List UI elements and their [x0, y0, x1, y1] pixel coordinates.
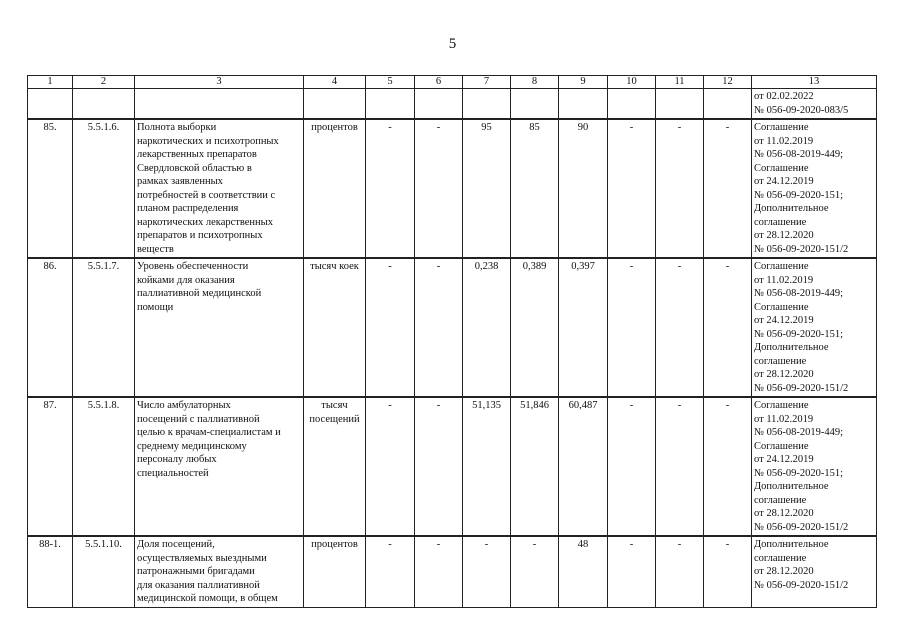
value-col10: - [608, 258, 656, 397]
row-number: 87. [28, 397, 73, 536]
value-col9: 0,397 [559, 258, 608, 397]
value-col7: 95 [463, 119, 511, 258]
value-col5: - [366, 119, 415, 258]
value-col6: - [415, 258, 463, 397]
table-row [28, 397, 877, 536]
header-cell: 7 [463, 76, 511, 89]
agreement-cell: Соглашение от 11.02.2019 № 056-08-2019-449; Соглашение от 24.12.2019 № 056-09-2020-151; Дополнительное соглашение от 28.12.2020 № 056-09-2020-151/2 [752, 119, 877, 258]
header-cell: 8 [511, 76, 559, 89]
header-row [28, 76, 877, 89]
value-col7: - [463, 536, 511, 607]
value-col6: - [415, 119, 463, 258]
indicator-name: Доля посещений, осуществляемых выездными патронажными бригадами для оказания паллиативной медицинской помощи, в общем [135, 536, 304, 607]
header-cell: 11 [656, 76, 704, 89]
agreement-cell: от 02.02.2022 № 056-09-2020-083/5 [752, 89, 877, 120]
table-row [28, 119, 877, 258]
indicator-name: Число амбулаторных посещений с паллиативной целью к врачам-специалистам и среднему медицинскому персоналу любых специальностей [135, 397, 304, 536]
indicator-name: Полнота выборки наркотических и психотропных лекарственных препаратов Свердловской областью в рамках заявленных потребностей в соответствии с планом распределения наркотических лекарственных препаратов и психотропных веществ [135, 119, 304, 258]
value-col10: - [608, 536, 656, 607]
value-col9: 60,487 [559, 397, 608, 536]
value-col10: - [608, 119, 656, 258]
value-col6: - [415, 397, 463, 536]
row-number: 86. [28, 258, 73, 397]
header-cell: 3 [135, 76, 304, 89]
header-cell: 1 [28, 76, 73, 89]
agreement-cell: Дополнительное соглашение от 28.12.2020 № 056-09-2020-151/2 [752, 536, 877, 607]
value-col12: - [704, 258, 752, 397]
value-col6: - [415, 536, 463, 607]
header-cell: 9 [559, 76, 608, 89]
indicator-name: Уровень обеспеченности койками для оказания паллиативной медицинской помощи [135, 258, 304, 397]
value-col11: - [656, 536, 704, 607]
row-number: 88-1. [28, 536, 73, 607]
header-cell: 13 [752, 76, 877, 89]
unit-of-measure: процентов [304, 536, 366, 607]
value-col5: - [366, 536, 415, 607]
indicator-code: 5.5.1.7. [73, 258, 135, 397]
value-col5: - [366, 397, 415, 536]
indicators-table [27, 75, 877, 608]
agreement-cell: Соглашение от 11.02.2019 № 056-08-2019-449; Соглашение от 24.12.2019 № 056-09-2020-151; Дополнительное соглашение от 28.12.2020 № 056-09-2020-151/2 [752, 258, 877, 397]
value-col8: 85 [511, 119, 559, 258]
page-number: 5 [448, 36, 457, 52]
value-col11: - [656, 397, 704, 536]
unit-of-measure: процентов [304, 119, 366, 258]
header-cell: 5 [366, 76, 415, 89]
table-row [28, 536, 877, 607]
value-col9: 90 [559, 119, 608, 258]
header-cell: 4 [304, 76, 366, 89]
value-col10: - [608, 397, 656, 536]
indicator-code: 5.5.1.8. [73, 397, 135, 536]
value-col12: - [704, 397, 752, 536]
row-number: 85. [28, 119, 73, 258]
header-cell: 10 [608, 76, 656, 89]
value-col8: 0,389 [511, 258, 559, 397]
value-col8: 51,846 [511, 397, 559, 536]
header-cell: 2 [73, 76, 135, 89]
value-col8: - [511, 536, 559, 607]
value-col5: - [366, 258, 415, 397]
header-cell: 6 [415, 76, 463, 89]
value-col12: - [704, 536, 752, 607]
continuation-row [28, 89, 877, 120]
agreement-cell: Соглашение от 11.02.2019 № 056-08-2019-449; Соглашение от 24.12.2019 № 056-09-2020-151; Дополнительное соглашение от 28.12.2020 № 056-09-2020-151/2 [752, 397, 877, 536]
value-col7: 51,135 [463, 397, 511, 536]
indicator-code: 5.5.1.6. [73, 119, 135, 258]
value-col11: - [656, 119, 704, 258]
table-row [28, 258, 877, 397]
unit-of-measure: тысяч коек [304, 258, 366, 397]
header-cell: 12 [704, 76, 752, 89]
value-col11: - [656, 258, 704, 397]
unit-of-measure: тысяч посещений [304, 397, 366, 536]
value-col12: - [704, 119, 752, 258]
value-col7: 0,238 [463, 258, 511, 397]
value-col9: 48 [559, 536, 608, 607]
indicator-code: 5.5.1.10. [73, 536, 135, 607]
